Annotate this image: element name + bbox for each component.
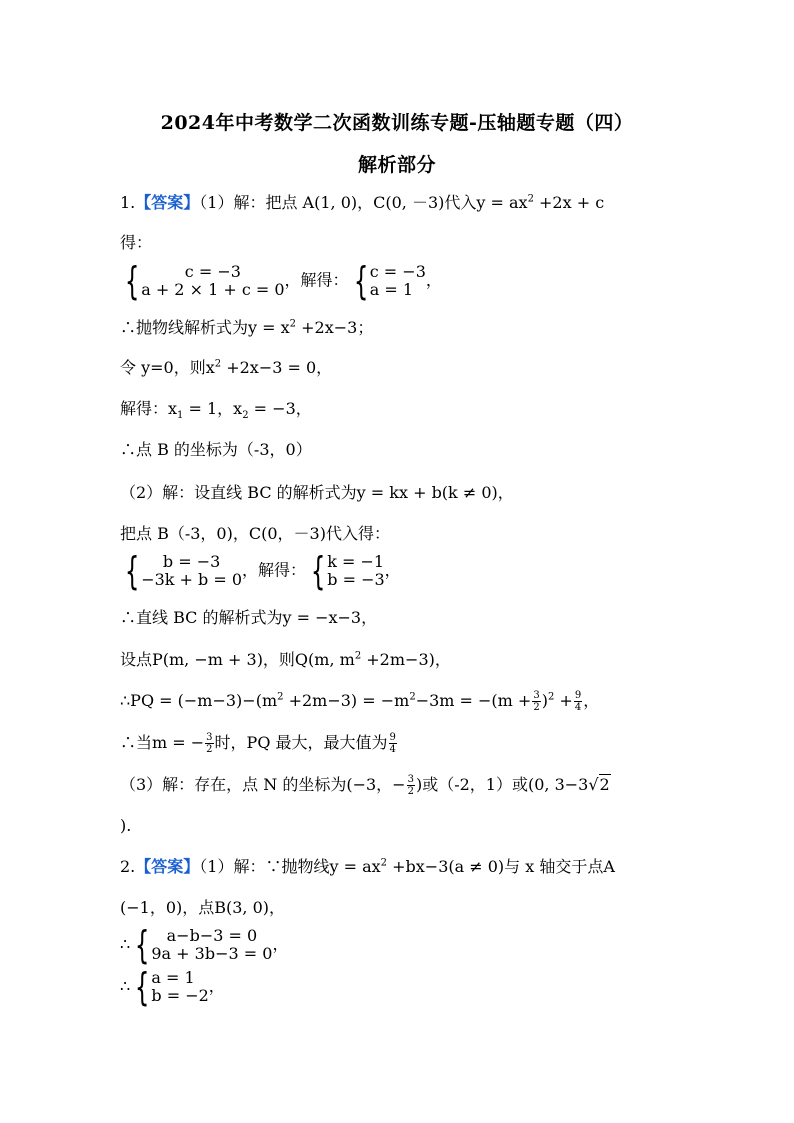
q1-line-6: 解得：$x_1 = 1$，$x_2 = -3$， bbox=[120, 399, 312, 422]
q1-number: 1. bbox=[120, 193, 136, 212]
q2-line-2: (−1，0)，点B(3, 0)， bbox=[120, 898, 286, 917]
q1-equation-system-1: { c = −3 a + 2 × 1 + c = 0 ，解得： { c = −3 a = 1 ， bbox=[124, 259, 442, 303]
fraction: $\frac{3}{2}$ bbox=[533, 690, 540, 713]
document-title: 2024年中考数学二次函数训练专题-压轴题专题（四） bbox=[160, 112, 634, 134]
q1-line-5: 令 y=0，则$x^2 +2x-3 = 0$， bbox=[120, 358, 333, 377]
q1-line-15: （3）解：存在，点 N 的坐标为(−3，− $\frac{3}{2}$ )或（-2，1）或(0, 3−3√2 bbox=[120, 774, 610, 797]
q1-equation-system-2: { b = −3 −3k + b = 0 ，解得： { k = −1 b = −3 ， bbox=[124, 549, 401, 593]
q1-line-4: ∴抛物线解析式为$y = x^2 +2x-3$； bbox=[120, 318, 374, 337]
fraction: $\frac{3}{2}$ bbox=[206, 732, 213, 755]
q1-line-9: 把点 B（-3，0)，C(0，－3)代入得： bbox=[120, 524, 390, 543]
q1-line-16: ). bbox=[120, 816, 132, 835]
brace-icon: { bbox=[353, 259, 368, 303]
q1-line-11: ∴直线 BC 的解析式为y = −x−3， bbox=[120, 608, 378, 627]
brace-icon: { bbox=[310, 549, 326, 593]
q2-number: 2. bbox=[120, 857, 136, 876]
q2-equation-system-2: ∴ { a = 1 b = −2 ， bbox=[120, 965, 225, 1009]
brace-icon: { bbox=[124, 259, 140, 303]
q1-line-2: 得： bbox=[120, 233, 153, 252]
brace-icon: { bbox=[124, 549, 140, 593]
fraction: $\frac{3}{2}$ bbox=[407, 774, 414, 797]
q2-line-1: 2.【答案】（1）解：∵抛物线$y = ax^2 +bx-3(a \ne 0)$与 x 轴交于点A bbox=[120, 857, 615, 876]
q1-line-7: ∴点 B 的坐标为（-3，0） bbox=[120, 440, 312, 459]
q1-line-1: 1.【答案】（1）解：把点 A(1, 0)，C(0, －3)代入$y = ax^2 +2x + c$ bbox=[120, 193, 605, 212]
document-subtitle: 解析部分 bbox=[357, 154, 436, 176]
q2-answer-tag: 【答案】 bbox=[135, 857, 200, 876]
fraction: $\frac{9}{4}$ bbox=[389, 732, 396, 755]
q2-equation-system-1: ∴ { a−b−3 = 0 9a + 3b−3 = 0 ， bbox=[120, 923, 289, 967]
q1-line-8: （2）解：设直线 BC 的解析式为y = kx + b(k ≠ 0)， bbox=[120, 483, 514, 502]
q1-line-12: 设点P(m, −m + 3)，则Q(m, $m^2 +2m-3$)， bbox=[120, 650, 451, 669]
square-root: √2 bbox=[588, 775, 610, 794]
q1-line-14: ∴当m = − $\frac{3}{2}$ 时，PQ 最大，最大值为 $\frac{9}{4}$ bbox=[120, 732, 396, 755]
brace-icon: { bbox=[135, 965, 150, 1009]
q1-answer-tag: 【答案】 bbox=[135, 193, 200, 212]
fraction: $\frac{9}{4}$ bbox=[574, 690, 582, 713]
q1-line-13: ∴PQ = $(-m-3)-(m^2 +2m-3) = -m^2-3m = -(m$ + $\frac{3}{2}$ )$^2$ + $\frac{9}{4}$ ， bbox=[120, 690, 600, 713]
brace-icon: { bbox=[135, 923, 150, 967]
